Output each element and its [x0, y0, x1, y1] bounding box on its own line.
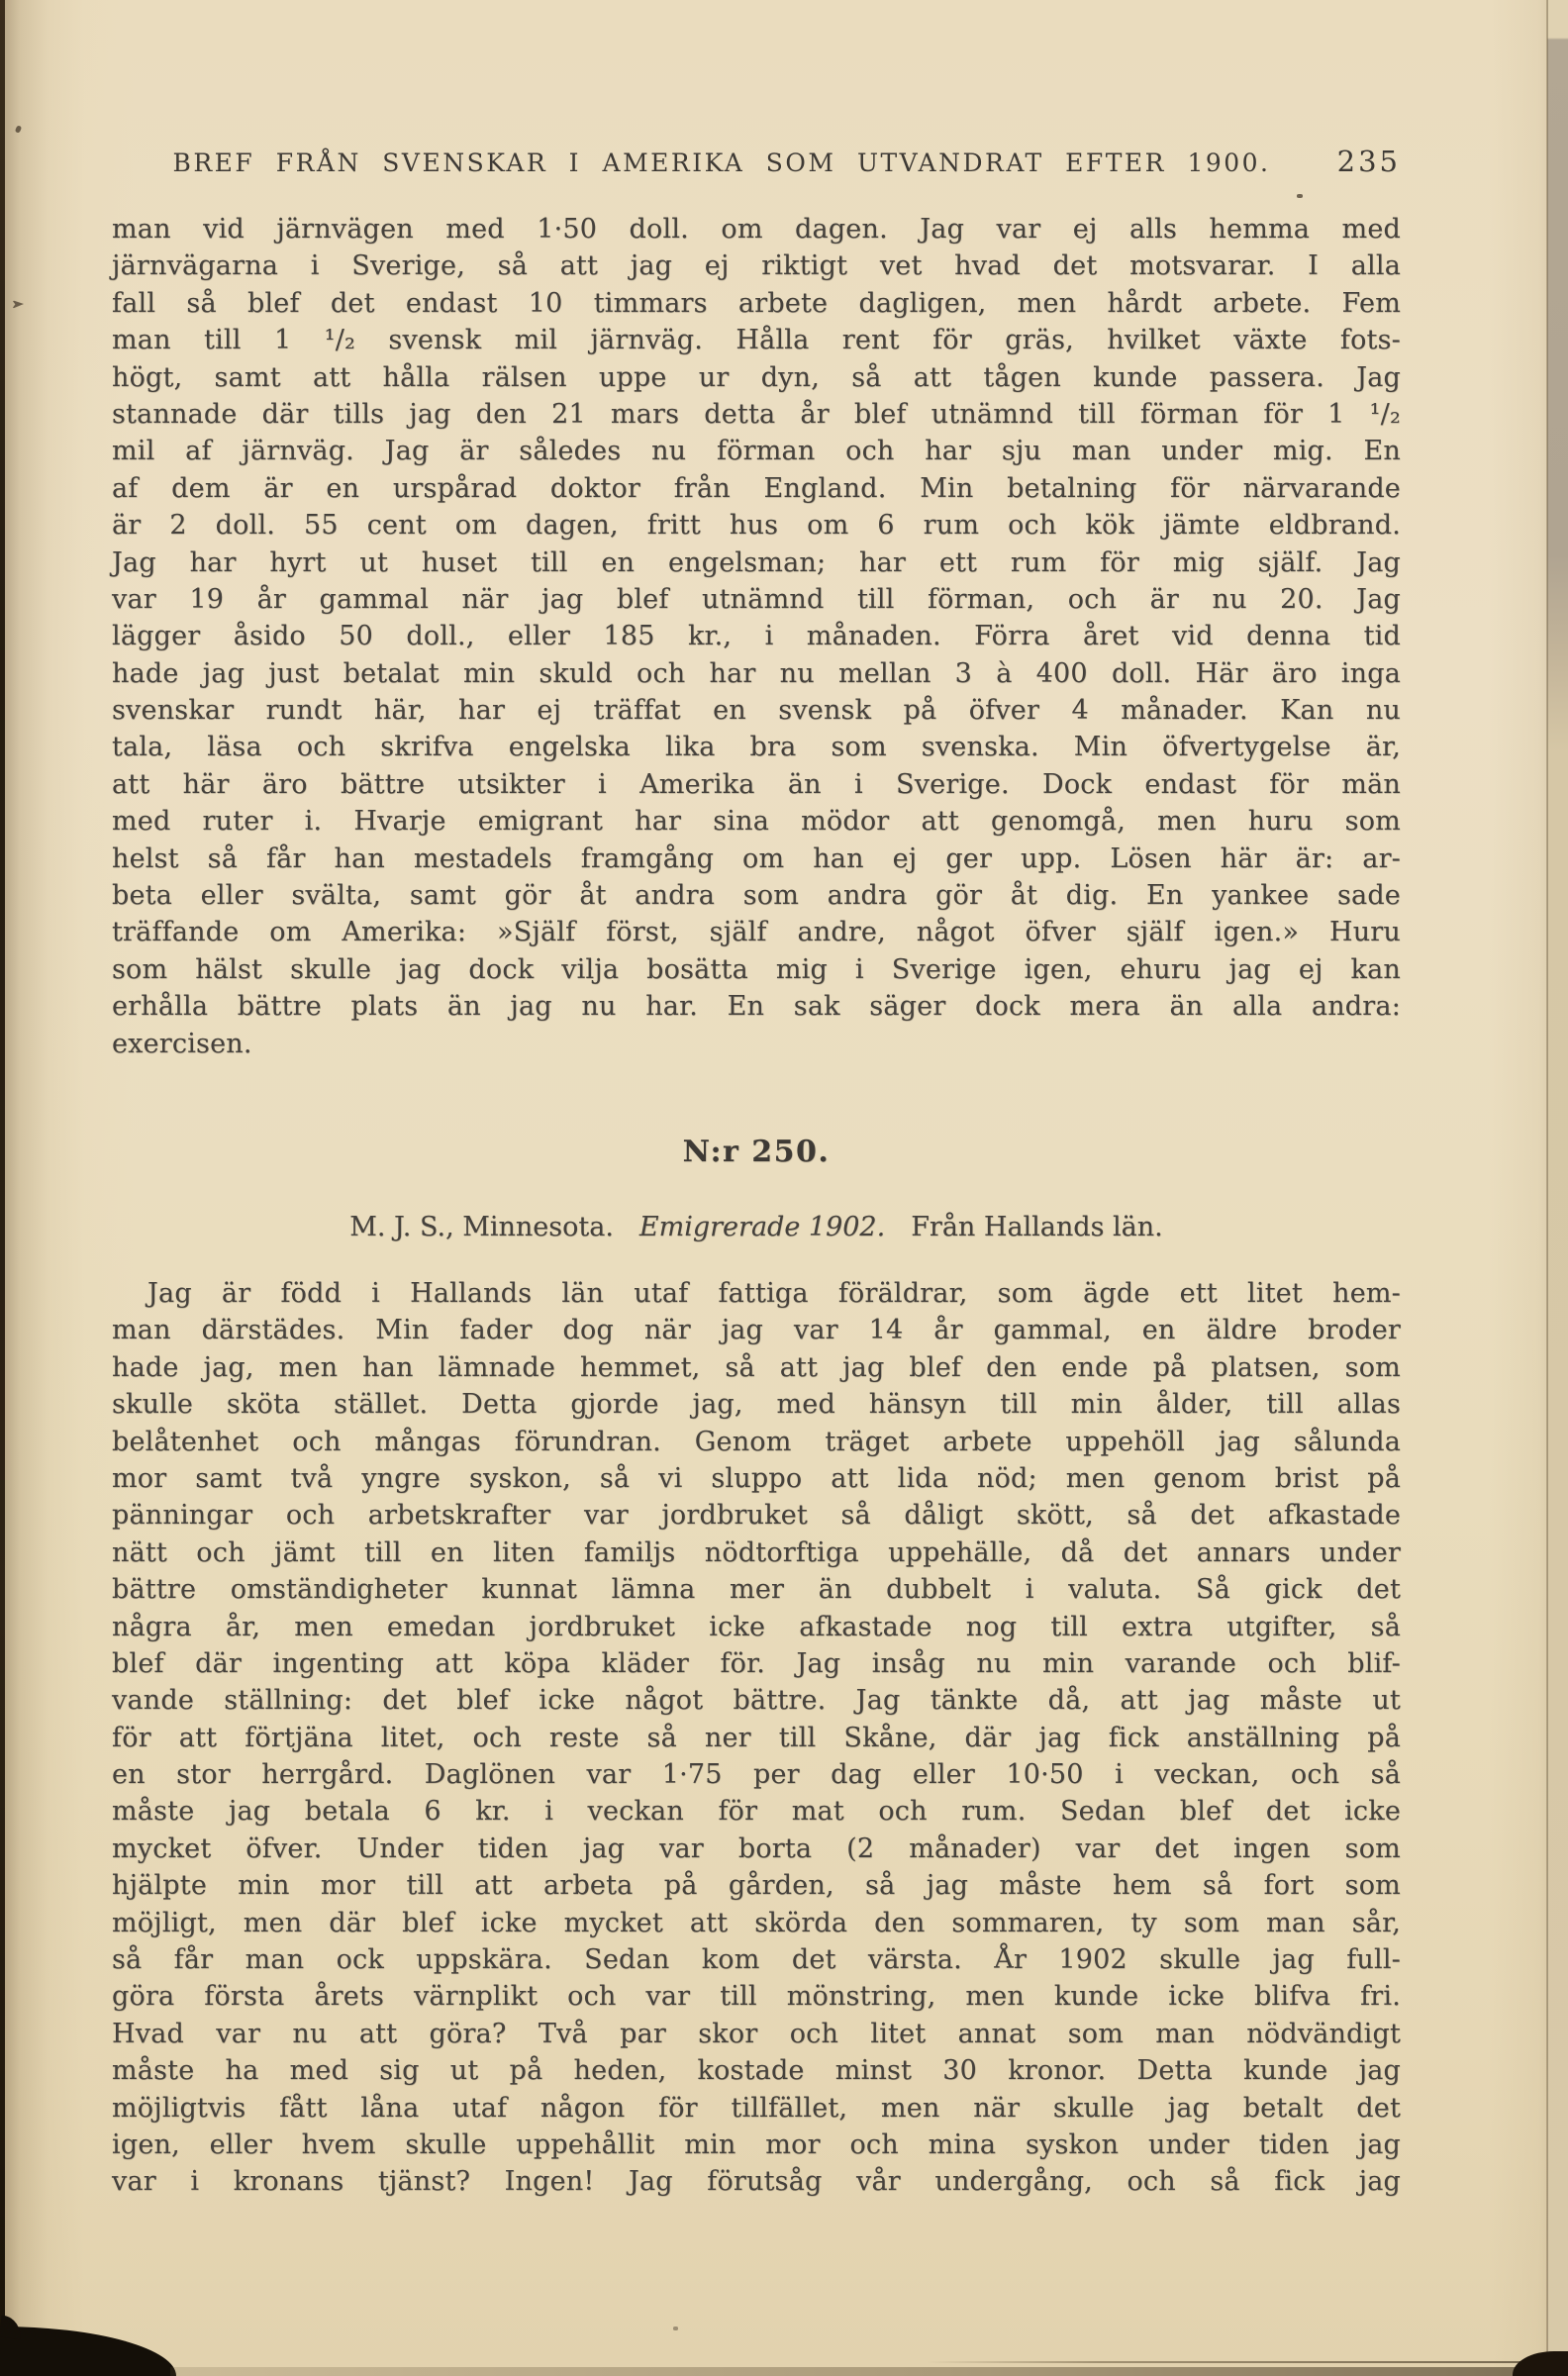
text-line: skulle sköta stället. Detta gjorde jag, med hänsyn till min ålder, till allas	[112, 1389, 1401, 1421]
text-line: så får man ock uppskära. Sedan kom det värsta. År 1902 skulle jag full-	[112, 1944, 1401, 1976]
byline-emigrated: Emigrerade 1902.	[638, 1212, 886, 1242]
text-line: man till 1 ¹/₂ svensk mil järnväg. Hålla rent för gräs, hvilket växte fots-	[112, 325, 1401, 356]
page-number: 235	[1336, 145, 1401, 178]
text-line: en stor herrgård. Daglönen var 1·75 per dag eller 10·50 i veckan, och så	[112, 1759, 1401, 1791]
text-line: möjligtvis fått låna utaf någon för tillfället, men när skulle jag betalt det	[112, 2092, 1401, 2124]
text-line: nätt och jämt till en liten familjs nödtorftiga uppehälle, då det annars under	[112, 1536, 1401, 1568]
scan-speck	[15, 125, 22, 133]
text-line: mor samt två yngre syskon, så vi sluppo att lida nöd; men genom brist på	[112, 1462, 1401, 1494]
byline-origin: Från Hallands län.	[911, 1212, 1163, 1242]
text-line: var i kronans tjänst? Ingen! Jag förutsåg vår undergång, och så fick jag	[112, 2166, 1401, 2198]
text-line: Hvad var nu att göra? Två par skor och litet annat som man nödvändigt	[112, 2018, 1401, 2049]
text-line: var 19 år gammal när jag blef utnämnd till förman, och är nu 20. Jag	[112, 583, 1401, 615]
text-line: erhålla bättre plats än jag nu har. En sak säger dock mera än alla andra:	[112, 991, 1401, 1023]
text-line: som hälst skulle jag dock vilja bosätta mig i Sverige igen, ehuru jag ej kan	[112, 953, 1401, 985]
scan-speck	[673, 2326, 678, 2330]
bottom-left-corner-shadow	[0, 2326, 176, 2376]
text-line: man därstädes. Min fader dog när jag var 14 år gammal, en äldre broder	[112, 1315, 1401, 1346]
text-line: möjligt, men där blef icke mycket att skörda den sommaren, ty som man sår,	[112, 1907, 1401, 1938]
text-line: mil af järnväg. Jag är således nu förman och har sju man under mig. En	[112, 436, 1401, 467]
scan-speck	[12, 300, 24, 309]
text-line: hade jag just betalat min skuld och har nu mellan 3 à 400 doll. Här äro inga	[112, 657, 1401, 689]
text-line: svenskar rundt här, har ej träffat en svensk på öfver 4 månader. Kan nu	[112, 695, 1401, 727]
text-line: Jag har hyrt ut huset till en engelsman; har ett rum för mig själf. Jag	[112, 546, 1401, 578]
scan-speck	[1297, 194, 1303, 198]
text-line: träffande om Amerika: »Själf först, själf andre, något öfver själf igen.» Huru	[112, 917, 1401, 948]
text-line: af dem är en urspårad doktor från England. Min betalning för närvarande	[112, 472, 1401, 504]
text-line: mycket öfver. Under tiden jag var borta (2 månader) var det ingen som	[112, 1832, 1401, 1864]
text-line: hade jag, men han lämnade hemmet, så att jag blef den ende på platsen, som	[112, 1351, 1401, 1383]
section-heading: N:r 250.	[682, 1135, 831, 1169]
text-line: hjälpte min mor till att arbeta på gården, så jag måste hem så fort som	[112, 1870, 1401, 1902]
text-line: järnvägarna i Sverige, så att jag ej riktigt vet hvad det motsvarar. I alla	[112, 250, 1401, 282]
text-line: igen, eller hvem skulle uppehållit min mor och mina syskon under tiden jag	[112, 2128, 1401, 2160]
text-line: helst så får han mestadels framgång om han ej ger upp. Lösen här är: ar-	[112, 842, 1401, 874]
text-line: att här äro bättre utsikter i Amerika än i Sverige. Dock endast för män	[112, 768, 1401, 800]
letter-continuation-paragraph	[112, 211, 1401, 1062]
text-line: fall så blef det endast 10 timmars arbete dagligen, men hårdt arbete. Fem	[112, 287, 1401, 319]
text-line: exercisen.	[112, 1028, 252, 1059]
byline-author: M. J. S., Minnesota.	[349, 1212, 614, 1242]
book-gutter-edge	[0, 0, 5, 2376]
text-line: pänningar och arbetskrafter var jordbruket så dåligt skött, så det afkastade	[112, 1500, 1401, 1532]
text-line: med ruter i. Hvarje emigrant har sina mödor att genomgå, men huru som	[112, 806, 1401, 838]
text-line: måste jag betala 6 kr. i veckan för mat och rum. Sedan blef det icke	[112, 1796, 1401, 1828]
text-line: belåtenhet och mångas förundran. Genom träget arbete uppehöll jag sålunda	[112, 1426, 1401, 1457]
letter-byline	[112, 1212, 1401, 1242]
text-line: lägger åsido 50 doll., eller 185 kr., i månaden. Förra året vid denna tid	[112, 621, 1401, 652]
text-line: Jag är född i Hallands län utaf fattiga föräldrar, som ägde ett litet hem-	[147, 1278, 1401, 1309]
bottom-edge-shadow	[170, 2367, 1568, 2376]
text-line: man vid järnvägen med 1·50 doll. om dagen. Jag var ej alls hemma med	[112, 214, 1401, 245]
bottom-page-edge-line	[926, 2361, 1548, 2363]
adjacent-page-strip	[1547, 0, 1568, 2376]
running-header	[112, 145, 1401, 184]
text-line: är 2 doll. 55 cent om dagen, fritt hus om 6 rum och kök jämte eldbrand.	[112, 510, 1401, 542]
bottom-right-corner-shadow	[1513, 2351, 1568, 2376]
text-line: stannade där tills jag den 21 mars detta år blef utnämnd till förman för 1 ¹/₂	[112, 398, 1401, 430]
running-title: BREF FRÅN SVENSKAR I AMERIKA SOM UTVANDRAT EFTER 1900.	[172, 148, 1271, 177]
text-line: måste ha med sig ut på heden, kostade minst 30 kronor. Detta kunde jag	[112, 2055, 1401, 2087]
text-line: blef där ingenting att köpa kläder för. Jag insåg nu min varande och blif-	[112, 1647, 1401, 1679]
text-line: bättre omständigheter kunnat lämna mer än dubbelt i valuta. Så gick det	[112, 1574, 1401, 1606]
text-line: beta eller svälta, samt gör åt andra som andra gör åt dig. En yankee sade	[112, 880, 1401, 912]
text-line: göra första årets värnplikt och var till mönstring, men kunde icke blifva fri.	[112, 1981, 1401, 2013]
text-line: för att förtjäna litet, och reste så ner till Skåne, där jag fick anställning på	[112, 1722, 1401, 1753]
text-line: högt, samt att hålla rälsen uppe ur dyn, så att tågen kunde passera. Jag	[112, 361, 1401, 393]
text-line: några år, men emedan jordbruket icke afkastade nog till extra utgifter, så	[112, 1611, 1401, 1642]
letter-body-paragraph	[112, 1275, 1401, 2201]
text-line: vande ställning: det blef icke något bättre. Jag tänkte då, att jag måste ut	[112, 1685, 1401, 1717]
text-line: tala, läsa och skrifva engelska lika bra som svenska. Min öfvertygelse är,	[112, 732, 1401, 763]
